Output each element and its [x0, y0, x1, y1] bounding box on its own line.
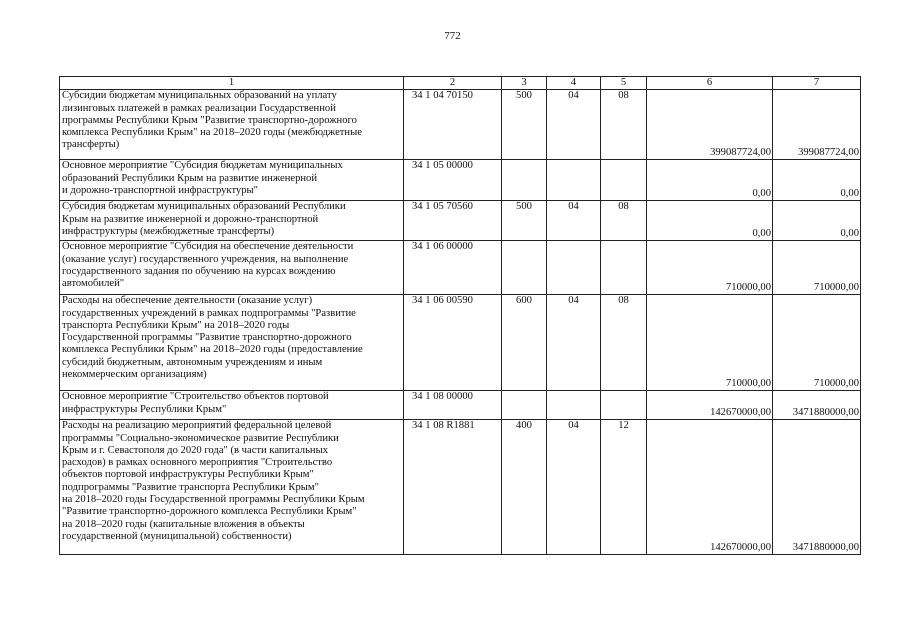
- budget-code: 34 1 06 00000: [404, 241, 502, 295]
- expense-type: [502, 160, 547, 201]
- amount-col-7: 0,00: [773, 201, 861, 241]
- section-code: [547, 391, 601, 420]
- row-description: Расходы на обеспечение деятельности (оказание услуг) государственных учреждений в рамках подпрограммы "Развитие транспорта Республики Крым" на 2018–2020 годы Государственной программы "Развитие транспортно-дорожного комплекса Республики Крым" на 2018–2020 годы (предоставление субсидий бюджетным, автономным учреждениям и иным некоммерческим организациям): [60, 295, 404, 391]
- amount-col-6: 710000,00: [647, 241, 773, 295]
- row-description: Субсидии бюджетам муниципальных образований на уплату лизинговых платежей в рамках реализации Государственной программы Республики Крым "Развитие транспортно-дорожного комплекса Республики Крым" на 2018–2020 годы (межбюджетные трансферты): [60, 90, 404, 160]
- header-cell: 7: [773, 77, 861, 90]
- subsection-code: [601, 391, 647, 420]
- expense-type: 600: [502, 295, 547, 391]
- row-description: Основное мероприятие "Субсидия на обеспечение деятельности (оказание услуг) государственного учреждения, на выполнение государственного задания по обучению на курсах вождению автомобилей": [60, 241, 404, 295]
- row-description: Основное мероприятие "Строительство объектов портовой инфраструктуры Республики Крым": [60, 391, 404, 420]
- header-cell: 2: [404, 77, 502, 90]
- expense-type: 500: [502, 90, 547, 160]
- amount-col-6: 399087724,00: [647, 90, 773, 160]
- expense-type: [502, 391, 547, 420]
- header-cell: 5: [601, 77, 647, 90]
- header-cell: 1: [60, 77, 404, 90]
- row-description: Основное мероприятие "Субсидия бюджетам муниципальных образований Республики Крым на развитие инженерной и дорожно-транспортной инфраструктуры": [60, 160, 404, 201]
- section-code: 04: [547, 90, 601, 160]
- subsection-code: 08: [601, 90, 647, 160]
- header-cell: 3: [502, 77, 547, 90]
- header-cell: 6: [647, 77, 773, 90]
- budget-code: 34 1 05 00000: [404, 160, 502, 201]
- section-code: [547, 160, 601, 201]
- amount-col-7: 710000,00: [773, 241, 861, 295]
- budget-table: [59, 76, 861, 555]
- row-description: Субсидия бюджетам муниципальных образований Республики Крым на развитие инженерной и дорожно-транспортной инфраструктуры (межбюджетные трансферты): [60, 201, 404, 241]
- section-code: 04: [547, 295, 601, 391]
- subsection-code: 12: [601, 420, 647, 555]
- subsection-code: [601, 241, 647, 295]
- amount-col-7: 399087724,00: [773, 90, 861, 160]
- section-code: [547, 241, 601, 295]
- budget-code: 34 1 08 R1881: [404, 420, 502, 555]
- header-cell: 4: [547, 77, 601, 90]
- subsection-code: 08: [601, 201, 647, 241]
- expense-type: [502, 241, 547, 295]
- table-row: [60, 160, 861, 201]
- budget-code: 34 1 06 00590: [404, 295, 502, 391]
- amount-col-7: 0,00: [773, 160, 861, 201]
- expense-type: 400: [502, 420, 547, 555]
- subsection-code: [601, 160, 647, 201]
- budget-code: 34 1 08 00000: [404, 391, 502, 420]
- budget-code: 34 1 04 70150: [404, 90, 502, 160]
- page-number: 772: [444, 30, 461, 42]
- expense-type: 500: [502, 201, 547, 241]
- amount-col-6: 142670000,00: [647, 391, 773, 420]
- table-row: [60, 420, 861, 555]
- amount-col-6: 0,00: [647, 160, 773, 201]
- budget-code: 34 1 05 70560: [404, 201, 502, 241]
- table-row: [60, 295, 861, 391]
- table-row: [60, 90, 861, 160]
- amount-col-6: 710000,00: [647, 295, 773, 391]
- table-row: [60, 201, 861, 241]
- amount-col-6: 142670000,00: [647, 420, 773, 555]
- table-row: [60, 241, 861, 295]
- amount-col-7: 3471880000,00: [773, 420, 861, 555]
- table-row: [60, 391, 861, 420]
- table-header-row: [60, 77, 861, 90]
- section-code: 04: [547, 420, 601, 555]
- row-description: Расходы на реализацию мероприятий федеральной целевой программы "Социально-экономическое развитие Республики Крым и г. Севастополя до 2020 года" (в части капитальных расходов) в рамках основного мероприятия "Строительство объектов портовой инфраструктуры Республики Крым" подпрограммы "Развитие транспорта Республики Крым" на 2018–2020 годы Государственной программы Республики Крым "Развитие транспортно-дорожного комплекса Республики Крым" на 2018–2020 годы (капитальные вложения в объекты государственной (муниципальной) собственности): [60, 420, 404, 555]
- amount-col-6: 0,00: [647, 201, 773, 241]
- subsection-code: 08: [601, 295, 647, 391]
- amount-col-7: 710000,00: [773, 295, 861, 391]
- section-code: 04: [547, 201, 601, 241]
- amount-col-7: 3471880000,00: [773, 391, 861, 420]
